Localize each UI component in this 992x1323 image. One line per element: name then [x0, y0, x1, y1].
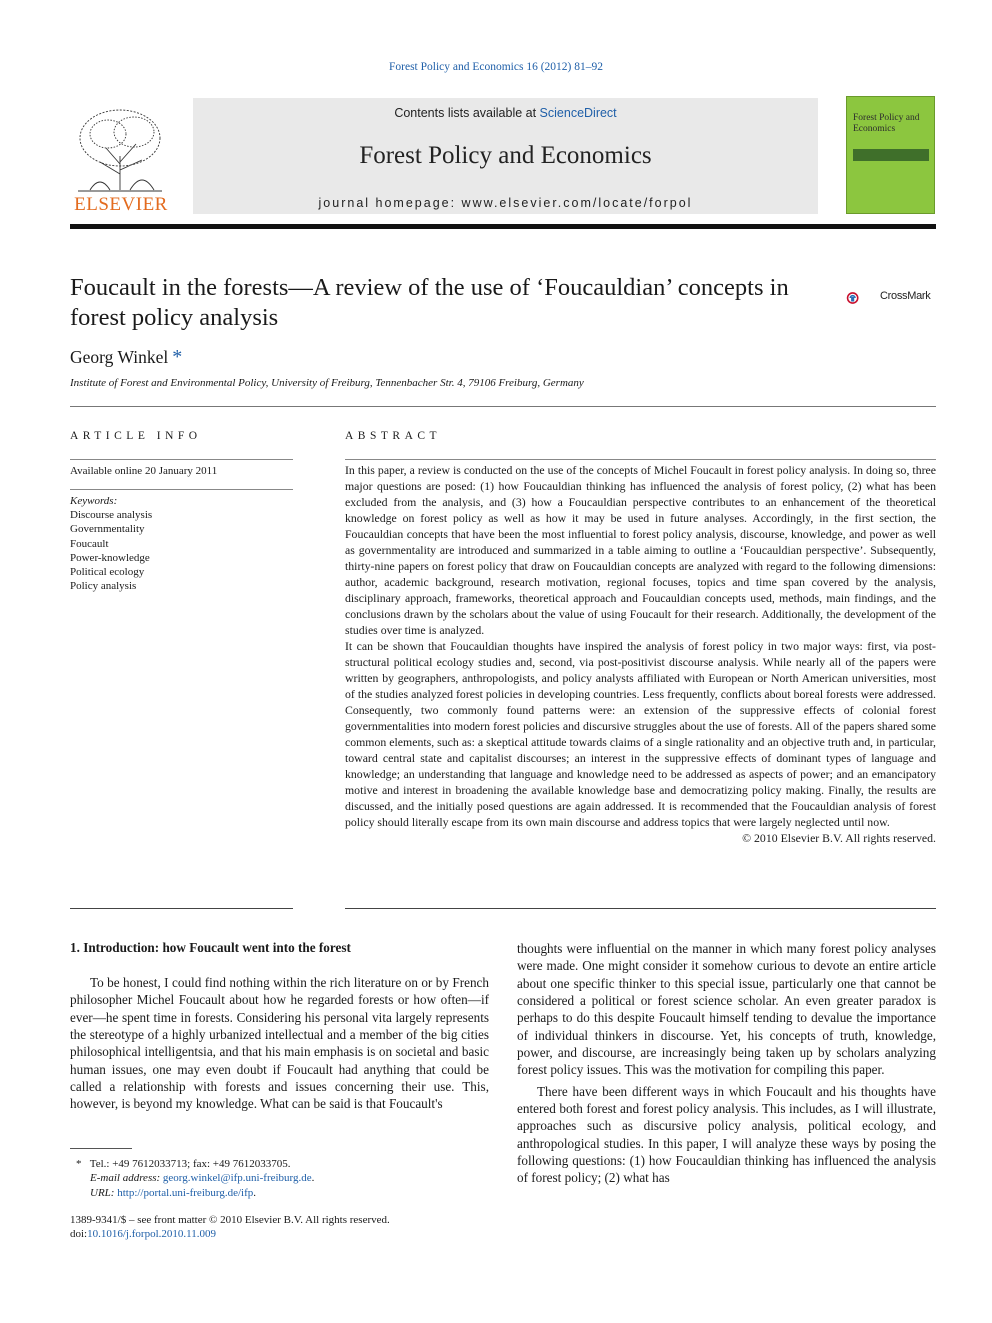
- article-info-heading: ARTICLE INFO: [70, 430, 202, 442]
- abstract-paragraph-2: It can be shown that Foucauldian thoughts have inspired the analysis of forest policy in two major ways: first, via post-structural political ecology studies and, second, via post-positivist discourse analysis. While nearly all of the papers were written by geographers, anthropologists, and policy analysts affiliated with European or North American universities, most of the studies analyzed forest policies in developing countries. Less frequently, conflicts about boreal forests were addressed. Consequently, two commonly found patterns were: an extension of the suppressive effects of colonial forest governmentalities into modern forest policies and discursive struggles about the use of forests. All of the papers shared some common elements, such as: a skeptical attitude towards claims of a single rationality and an objective truth and, in particular, toward central state and capitalist discourses; an interest in the suppressive effects of dominant types of language and knowledge; an understanding that language and knowledge need to be addressed as aspects of power; and an emancipatory motive and interest in broadening the available knowledge base and democratizing policy making. Finally, the results are discussed, and the initially posed questions are again addressed. It is recommended that the Foucauldian analysis of forest policy should literally escape from its own main discourse and address topics that were largely neglected until now.: [345, 639, 936, 829]
- body-paragraph: There have been different ways in which Foucault and his thoughts have entered both forest and forest policy analysis. This includes, as I will illustrate, approaches such as discursive policy analysis, political ecology, and anthropological studies. In this paper, I will analyze these ways by posing the following questions: (1) how Foucauldian thinking has influenced the analysis of forest policy; (2) what has: [517, 1083, 936, 1186]
- body-column-right: [517, 940, 936, 1187]
- doi-line: [70, 1227, 500, 1241]
- author-url-link[interactable]: http://portal.uni-freiburg.de/ifp: [117, 1186, 254, 1199]
- abstract-rule-bottom: [345, 908, 936, 909]
- footnote-url-line: URL: http://portal.uni-freiburg.de/ifp.: [90, 1186, 256, 1199]
- body-column-left: [70, 974, 489, 1113]
- footnote-phone-fax: Tel.: +49 7612033713; fax: +49 7612033705.: [89, 1158, 291, 1170]
- sciencedirect-link[interactable]: ScienceDirect: [539, 106, 617, 120]
- keyword-item: Governmentality: [70, 523, 145, 536]
- author-name[interactable]: Georg Winkel: [70, 347, 169, 367]
- affiliation: Institute of Forest and Environmental Policy, University of Freiburg, Tennenbacher Str. 4, 79106 Freiburg, Germany: [70, 377, 584, 389]
- doi-label: doi:: [70, 1228, 88, 1241]
- keyword-item: Foucault: [70, 537, 109, 550]
- crossmark-icon[interactable]: [846, 281, 882, 315]
- keyword-item: Political ecology: [70, 566, 145, 579]
- front-matter: [70, 1213, 500, 1242]
- author-line: [70, 346, 182, 369]
- email-label: E-mail address:: [90, 1172, 161, 1185]
- body-paragraph: To be honest, I could find nothing within the rich literature on or by French philosopher Michel Foucault about how he regarded forests or how often—if ever—he spent time in forests. Considering his personal vita largely represents the stereotype of a highly urbanized intellectual and a member of the big cities philosophical intelligentsia, and that his main emphasis is on societal and basic human issues, one may even doubt if Foucault had anything that could be called a relationship with forests and issues concerning their use. This, however, is beyond my knowledge. What can be said is that Foucault's: [70, 975, 489, 1112]
- keywords-label: Keywords:: [70, 495, 118, 507]
- abstract-copyright: © 2010 Elsevier B.V. All rights reserved.: [742, 831, 936, 845]
- keyword-item: Power-knowledge: [70, 551, 150, 564]
- journal-title[interactable]: Forest Policy and Economics: [359, 142, 652, 169]
- abstract-body: [345, 462, 936, 846]
- crossmark-label[interactable]: CrossMark: [880, 290, 931, 302]
- author-footnote: [76, 1157, 496, 1200]
- keyword-item: Discourse analysis: [70, 509, 153, 522]
- footnote-email-line: E-mail address: georg.winkel@ifp.uni-freiburg.de.: [90, 1172, 315, 1185]
- section-heading: 1. Introduction: how Foucault went into the forest: [70, 940, 351, 955]
- contents-prefix: Contents lists available at: [394, 106, 540, 120]
- abstract-rule-top: [345, 459, 936, 460]
- journal-citation[interactable]: Forest Policy and Economics 16 (2012) 81–92: [388, 61, 603, 73]
- journal-banner: [193, 98, 818, 214]
- available-online: Available online 20 January 2011: [70, 465, 218, 477]
- author-email-link[interactable]: georg.winkel@ifp.uni-freiburg.de: [162, 1172, 312, 1185]
- title-rule: [70, 406, 936, 407]
- journal-homepage[interactable]: journal homepage: www.elsevier.com/locate/forpol: [318, 196, 693, 210]
- article-info-rule-top: [70, 459, 293, 460]
- url-label: URL:: [90, 1186, 115, 1199]
- article-info-rule-bottom: [70, 908, 293, 909]
- journal-cover[interactable]: [846, 96, 935, 214]
- keywords-block: [70, 494, 293, 593]
- cover-image: [853, 149, 929, 161]
- footnote-rule: [70, 1148, 132, 1149]
- body-paragraph: thoughts were influential on the manner in which many forest policy analyses were made. One might consider it somehow curious to devote an entire article about one specific thinker to this special issue, particularly one that cannot be considered a political or forest science scholar. An even greater paradox is perhaps to do this despite Foucault himself tending to devalue the importance of individual thinkers in discourse. Yet, his concepts of truth, knowledge, power, and discourse, are increasingly being taken up by scholars analyzing forest policy issues. This was the motivation for compiling this paper.: [517, 941, 936, 1078]
- elsevier-wordmark: ELSEVIER: [74, 194, 168, 215]
- article-info-rule-mid: [70, 489, 293, 490]
- article-title: Foucault in the forests—A review of the use of ‘Foucauldian’ concepts in forest policy analysis: [70, 274, 789, 331]
- cover-title: Forest Policy and Economics: [853, 113, 920, 134]
- issn-line: 1389-9341/$ – see front matter © 2010 Elsevier B.V. All rights reserved.: [70, 1214, 390, 1226]
- author-footnote-mark[interactable]: *: [172, 346, 183, 368]
- contents-line: [193, 106, 818, 120]
- header-rule: [70, 224, 936, 229]
- doi-link[interactable]: 10.1016/j.forpol.2010.11.009: [87, 1228, 216, 1241]
- footnote-mark: *: [76, 1158, 82, 1170]
- keyword-item: Policy analysis: [70, 580, 137, 593]
- abstract-paragraph-1: In this paper, a review is conducted on the use of the concepts of Michel Foucault in forest policy analysis. In doing so, three major questions are posed: (1) how Foucauldian thinking has influenced the analysis of forest policy, (2) what has been excluded from the analysis, and (3) how a Foucauldian perspective contributes to an enhancement of the theoretical knowledge on forest policy as well as how it may be used in future analyses. Accordingly, in the first section, the Foucauldian concepts that have been the most influential to forest policy analysis, discourse, knowledge, and power as well as governmentality are introduced and summarized in a table aiming to outline a ‘Foucauldian perspective’. Subsequently, thirty-nine papers on forest policy that draw on Foucauldian concepts are analyzed with regard to the following dimensions: author, academic background, research motivation, regional focuses, topics and time span covered by the analysis, disciplinary approach, frameworks, theoretical approach and Foucauldian concepts used, methods, main findings, and the conclusions drawn by the scholars about the value of using Foucault for their research. Additionally, the development of the studies over time is analyzed.: [345, 463, 936, 637]
- footnote-contact: [76, 1157, 496, 1171]
- abstract-heading: ABSTRACT: [345, 430, 442, 442]
